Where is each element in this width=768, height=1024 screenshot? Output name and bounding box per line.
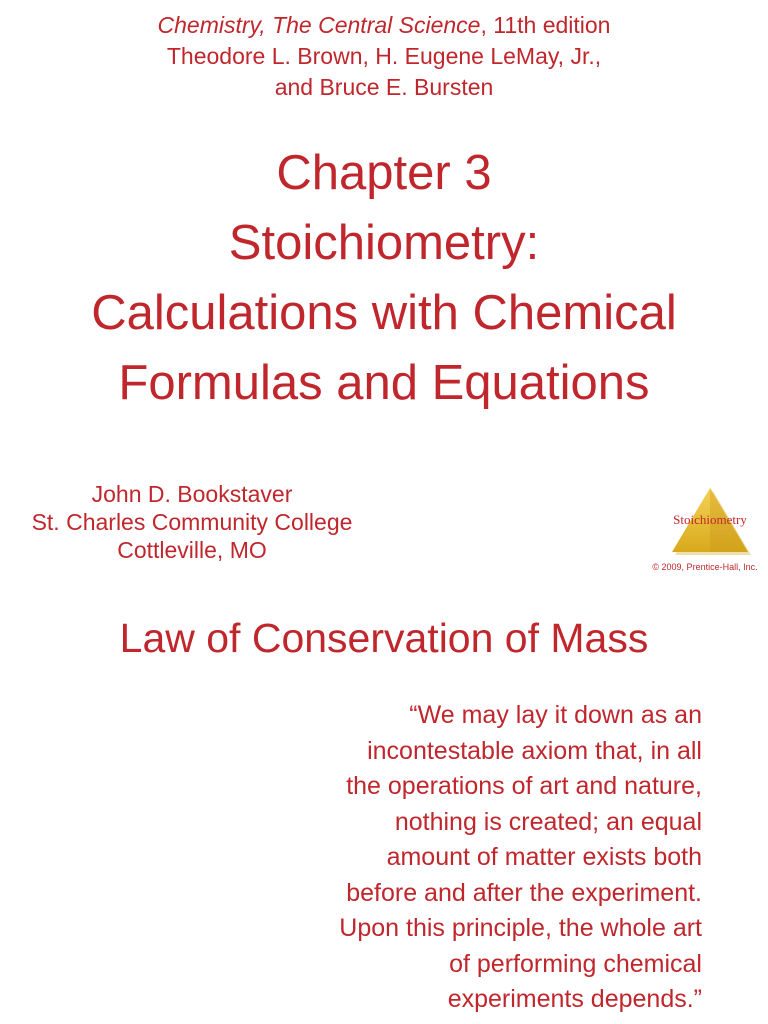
citation-title-line — [0, 10, 768, 41]
chapter-title — [0, 138, 768, 418]
triangle-icon — [648, 470, 768, 562]
copyright-text: © 2009, Prentice-Hall, Inc. — [652, 562, 758, 572]
law-heading: Law of Conservation of Mass — [119, 615, 649, 661]
chapter-number: Chapter 3 — [276, 146, 492, 200]
chapter-subtitle-line-1: Calculations with Chemical — [91, 286, 677, 340]
author-name: John D. Bookstaver — [91, 481, 293, 507]
quote-line: incontestable axiom that, in all — [367, 736, 702, 765]
quote-block — [222, 698, 702, 1018]
stoichiometry-logo — [648, 470, 768, 580]
quote-line: of performing chemical — [449, 949, 702, 978]
quote-line: the operations of art and nature, — [346, 772, 702, 800]
citation-header — [0, 10, 768, 103]
book-title: Chemistry, The Central Science — [157, 12, 481, 38]
author-block — [0, 480, 384, 564]
quote-line: before and after the experiment. — [346, 878, 702, 907]
logo-label: Stoichiometry — [673, 512, 747, 527]
edition-text: , 11th edition — [480, 12, 611, 38]
chapter-topic: Stoichiometry: — [228, 216, 540, 270]
quote-line: nothing is created; an equal — [394, 807, 702, 836]
authors-line-1: Theodore L. Brown, H. Eugene LeMay, Jr., — [166, 43, 602, 69]
authors-line-2: and Bruce E. Bursten — [274, 74, 494, 100]
author-institution: St. Charles Community College — [31, 509, 353, 535]
quote-line: experiments depends.” — [447, 985, 702, 1013]
quote-line: Upon this principle, the whole art — [339, 914, 702, 942]
quote-line: amount of matter exists both — [386, 843, 702, 871]
quote-line: “We may lay it down as an — [409, 701, 702, 729]
author-location: Cottleville, MO — [117, 537, 267, 563]
chapter-subtitle-line-2: Formulas and Equations — [118, 356, 650, 410]
